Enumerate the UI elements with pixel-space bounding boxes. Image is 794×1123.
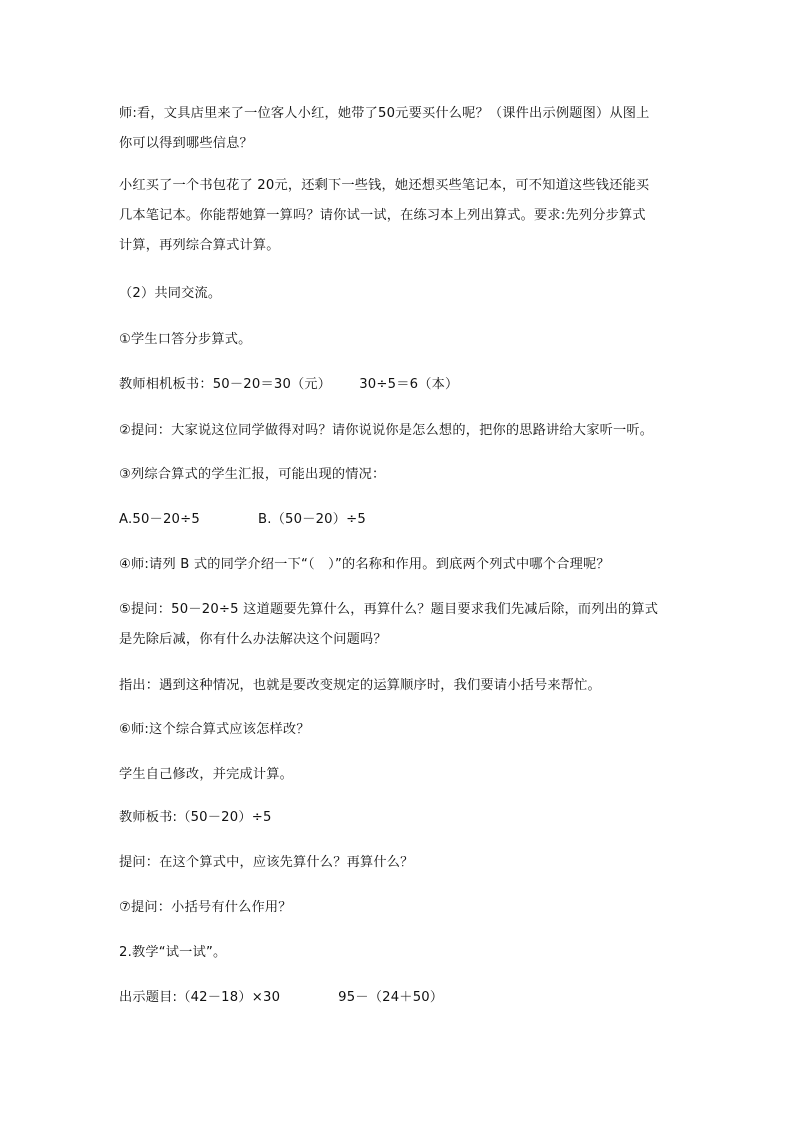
- problem-prefix: 出示题目:: [119, 990, 178, 1005]
- section-heading-shared-exchange: （2）共同交流。: [119, 286, 222, 301]
- step-7-question: ⑦提问：小括号有什么作用？: [119, 900, 292, 915]
- paragraph-problem-line-2: 几本笔记本。你能帮她算一算吗？请你试一试，在练习本上列出算式。要求:先列分步算式: [119, 208, 646, 223]
- problem-expression-2: 95－（24＋50）: [338, 990, 444, 1005]
- paragraph-problem-line-1: 小红买了一个书包花了 20元，还剩下一些钱，她还想买些笔记本，可不知道这些钱还能买: [119, 178, 650, 193]
- problem-row: [119, 988, 689, 1008]
- teacher-board-expression: 教师板书:（50－20）÷5: [119, 810, 272, 825]
- board-expression-1: 50－20＝30（元）: [212, 377, 332, 392]
- step-6-teacher: ⑥师:这个综合算式应该怎样改？: [119, 722, 310, 737]
- options-row: [119, 510, 689, 530]
- board-expression-2: 30÷5＝6（本）: [359, 377, 459, 392]
- step-5-question-line-1: ⑤提问：50－20÷5 这道题要先算什么，再算什么？题目要求我们先减后除，而列出的算式: [119, 602, 659, 617]
- option-a: A.50－20÷5: [119, 512, 200, 527]
- section-heading-try: 2.教学“试一试”。: [119, 945, 227, 960]
- point-out-parentheses: 指出：遇到这种情况，也就是要改变规定的运算顺序时，我们要请小括号来帮忙。: [119, 678, 601, 693]
- board-writing-prefix: 教师相机板书：: [119, 377, 213, 392]
- step-1-oral-answer: ①学生口答分步算式。: [119, 332, 252, 347]
- question-order: 提问：在这个算式中，应该先算什么？再算什么？: [119, 855, 414, 870]
- step-2-question: ②提问：大家说这位同学做得对吗？请你说说你是怎么想的，把你的思路讲给大家听一听。: [119, 423, 654, 438]
- paragraph-intro-line-1: 师:看，文具店里来了一位客人小红，她带了50元要买什么呢？（课件出示例题图）从图上: [119, 106, 650, 121]
- step-5-question-line-2: 是先除后减，你有什么办法解决这个问题吗？: [119, 632, 387, 647]
- step-4-teacher: ④师:请列 B 式的同学介绍一下“（ ）”的名称和作用。到底两个列式中哪个合理呢？: [119, 557, 610, 572]
- paragraph-intro-line-2: 你可以得到哪些信息？: [119, 136, 253, 151]
- step-3-report: ③列综合算式的学生汇报，可能出现的情况：: [119, 467, 386, 482]
- paragraph-problem-line-3: 计算，再列综合算式计算。: [119, 238, 280, 253]
- students-revise: 学生自己修改，并完成计算。: [119, 767, 294, 782]
- problem-expression-1: （42－18）×30: [177, 990, 281, 1005]
- board-writing-row: [119, 375, 689, 395]
- option-b: B.（50－20）÷5: [257, 512, 366, 527]
